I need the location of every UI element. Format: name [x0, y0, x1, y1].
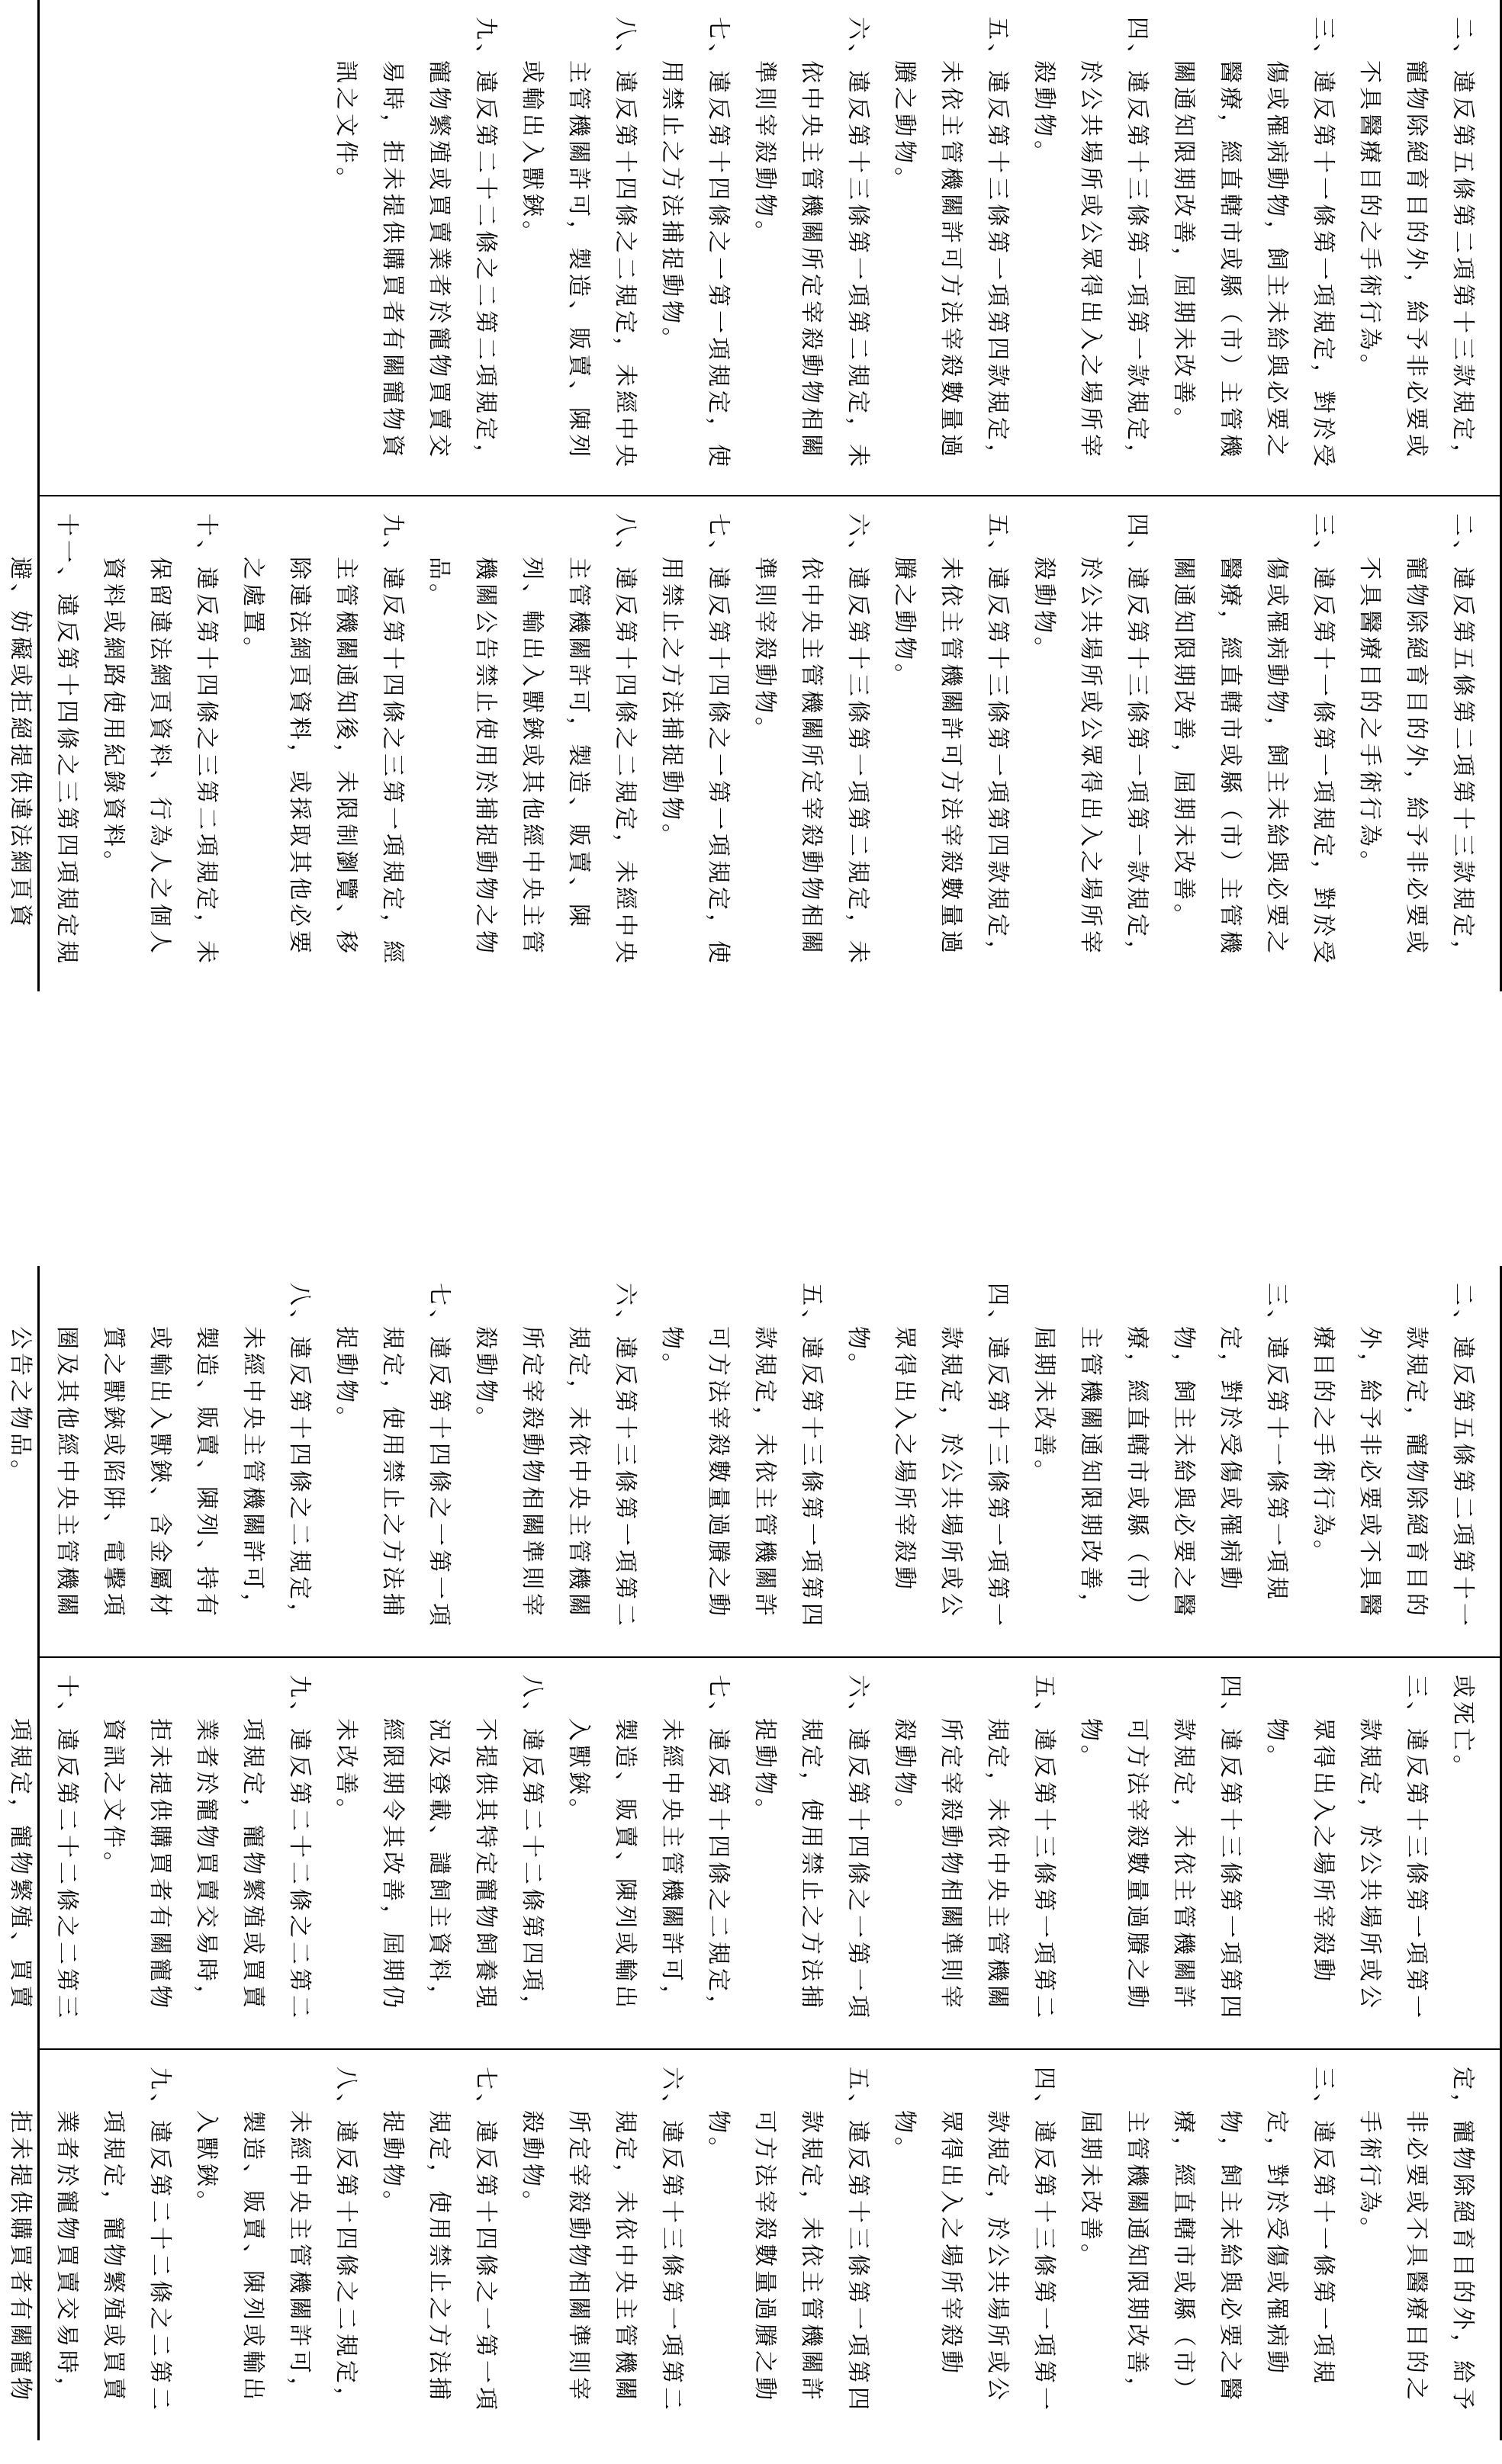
clause-paragraph: 三、違反第十一條第一項規定，對於受傷或罹病動物，飼主未給與必要之醫療，經直轄市或縣（市）主管機關通知限期改善，屆期未改善。 — [1170, 17, 1336, 471]
clause-paragraph: 四、違反第十三條第一項第一款規定，於公共場所或公眾得出入之場所宰殺動物。 — [1031, 17, 1150, 471]
clause-paragraph: 九、違反第二十二條之二第二項規定，寵物繁殖或買賣業者於寵物買賣交易時，拒未提供購買者有關寵物 — [7, 2067, 173, 2414]
clause-paragraph: 十、違反第十四條之三第二項規定，未保留違法網頁資料、行為人之個人資料或網路使用紀錄資料。 — [100, 513, 220, 967]
clause-paragraph: 五、違反第十三條第一項第二規定，未依中央主管機關所定宰殺動物相關準則宰殺動物。 — [891, 1675, 1057, 2022]
lower-middle-column — [7, 1656, 1500, 2048]
clause-paragraph: 五、違反第十三條第一項第四款規定，未依主管機關許可方法宰殺數量過賸之動物。 — [705, 2067, 871, 2414]
clause-paragraph: 四、違反第十三條第一項第一款規定，於公共場所或公眾得出入之場所宰殺動物。 — [891, 2067, 1057, 2414]
clause-paragraph: 七、違反第十四條之一第一項規定，使用禁止之方法捕捉動物。 — [658, 513, 732, 967]
clause-paragraph: 九、違反第二十二條之二第二項規定，寵物繁殖或買賣業者於寵物買賣交易時，拒未提供購買者有關寵物資訊之文件。 — [100, 1675, 313, 2022]
clause-paragraph: 三、違反第十一條第一項規定，對於受傷或罹病動物，飼主未給與必要之醫療，經直轄市或縣（市）主管機關通知限期改善，屆期未改善。 — [1031, 1283, 1290, 1620]
clause-paragraph: 或死亡。 — [1449, 1675, 1476, 1781]
clause-paragraph: 四、違反第十三條第一項第一款規定，於公共場所或公眾得出入之場所宰殺動物。 — [844, 1283, 1011, 1630]
clause-paragraph: 四、違反第十三條第一項第四款規定，未依主管機關許可方法宰殺數量過賸之動物。 — [1077, 1675, 1243, 2022]
lower-table — [7, 1266, 1502, 2440]
clause-paragraph: 八、違反第十四條之二規定，未經中央主管機關許可，製造、販賣、陳列、輸出入獸鋏或其他經中央主管機關公告禁止使用於捕捉動物之物品。 — [426, 513, 638, 967]
clause-paragraph: 八、違反第十四條之二規定，未經中央主管機關許可，製造、販賣、陳列、持有或輸出入獸鋏、含金屬材質之獸鋏或陷阱、電擊項圈及其他經中央主管機關公告之物品。 — [7, 1283, 313, 1630]
clause-paragraph: 三、違反第十一條第一項規定，對於受傷或罹病動物，飼主未給與必要之醫療，經直轄市或縣（市）主管機關通知限期改善，屆期未改善。 — [1170, 513, 1336, 967]
clause-paragraph: 四、違反第十三條第一項第一款規定，於公共場所或公眾得出入之場所宰殺動物。 — [1031, 513, 1150, 967]
clause-paragraph: 六、違反第十四條之一第一項規定，使用禁止之方法捕捉動物。 — [751, 1675, 871, 2022]
clause-paragraph: 五、違反第十三條第一項第四款規定，未依主管機關許可方法宰殺數量過賸之動物。 — [891, 17, 1011, 471]
clause-paragraph: 八、違反第二十二條第四項，不提供其特定寵物飼養現況及登載、譴飼主資料，經限期令其改善，屆期仍未改善。 — [333, 1675, 545, 2022]
clause-paragraph: 七、違反第十四條之一第一項規定，使用禁止之方法捕捉動物。 — [333, 1283, 452, 1630]
lower-comparison-table — [7, 1266, 1502, 2440]
clause-paragraph: 六、違反第十三條第一項第二規定，未依中央主管機關所定宰殺動物相關準則宰殺動物。 — [519, 2067, 685, 2414]
clause-paragraph: 二、違反第五條第二項第十三款規定，寵物除絕育目的外，給予非必要或不具醫療目的之手術行為。 — [1356, 17, 1476, 471]
clause-paragraph: 七、違反第十四條之一第一項規定，使用禁止之方法捕捉動物。 — [658, 17, 732, 471]
clause-paragraph: 二、違反第五條第二項第十一款規定，寵物除絕育目的外，給予非必要或不具醫療目的之手術行為。 — [1310, 1283, 1476, 1630]
clause-paragraph: 六、違反第十三條第一項第二規定，未依中央主管機關所定宰殺動物相關準則宰殺動物。 — [751, 513, 871, 967]
upper-table — [7, 0, 1502, 991]
lower-right-column — [7, 2048, 1500, 2440]
clause-paragraph: 三、違反第十一條第一項規定，對於受傷或罹病動物，飼主未給與必要之醫療，經直轄市或縣（市）主管機關通知限期改善，屆期未改善。 — [1077, 2067, 1336, 2404]
clause-paragraph: 六、違反第十三條第一項第二規定，未依中央主管機關所定宰殺動物相關準則宰殺動物。 — [472, 1283, 638, 1630]
clause-paragraph: 五、違反第十三條第一項第四款規定，未依主管機關許可方法宰殺數量過賸之動物。 — [891, 513, 1011, 967]
upper-left-column — [40, 0, 1500, 495]
upper-right-column — [7, 495, 1500, 991]
clause-paragraph: 十、違反第二十二條之二第三項規定，寵物繁殖、買賣 — [7, 1675, 80, 2022]
clause-paragraph: 五、違反第十三條第一項第四款規定，未依主管機關許可方法宰殺數量過賸之動物。 — [658, 1283, 825, 1630]
lower-left-column — [7, 1266, 1500, 1656]
clause-paragraph: 二、違反第五條第二項第十三款規定，寵物除絕育目的外，給予非必要或不具醫療目的之手術行為。 — [1356, 513, 1476, 967]
clause-paragraph: 八、違反第十四條之二規定，未經中央主管機關許可，製造、販賣、陳列或輸出入獸鋏。 — [193, 2067, 359, 2414]
clause-paragraph: 九、違反第十四條之三第一項規定，經主管機關通知後，未限制瀏覽、移除違法網頁資料，或採取其他必要之處置。 — [240, 513, 406, 967]
clause-paragraph: 六、違反第十三條第一項第二規定，未依中央主管機關所定宰殺動物相關準則宰殺動物。 — [751, 17, 871, 471]
upper-comparison-table — [7, 0, 1502, 991]
clause-paragraph: 定，寵物除絕育目的外，給予非必要或不具醫療目的之手術行為。 — [1356, 2067, 1476, 2414]
clause-paragraph: 八、違反第十四條之二規定，未經中央主管機關許可，製造、販賣、陳列或輸出入獸鋏。 — [519, 17, 638, 471]
clause-paragraph: 十一、違反第十四條之三第四項規定規避、妨礙或拒絕提供違法網頁資 — [7, 513, 80, 967]
clause-paragraph: 七、違反第十四條之一第一項規定，使用禁止之方法捕捉動物。 — [379, 2067, 499, 2414]
clause-paragraph: 九、違反第二十二條之二第二項規定，寵物繁殖或買賣業者於寵物買賣交易時，拒未提供購買者有關寵物資訊之文件。 — [333, 17, 499, 471]
clause-paragraph: 三、違反第十三條第一項第一款規定，於公共場所或公眾得出入之場所宰殺動物。 — [1263, 1675, 1430, 2022]
clause-paragraph: 七、違反第十四條之二規定，未經中央主管機關許可，製造、販賣、陳列或輸出入獸鋏。 — [565, 1675, 732, 2022]
